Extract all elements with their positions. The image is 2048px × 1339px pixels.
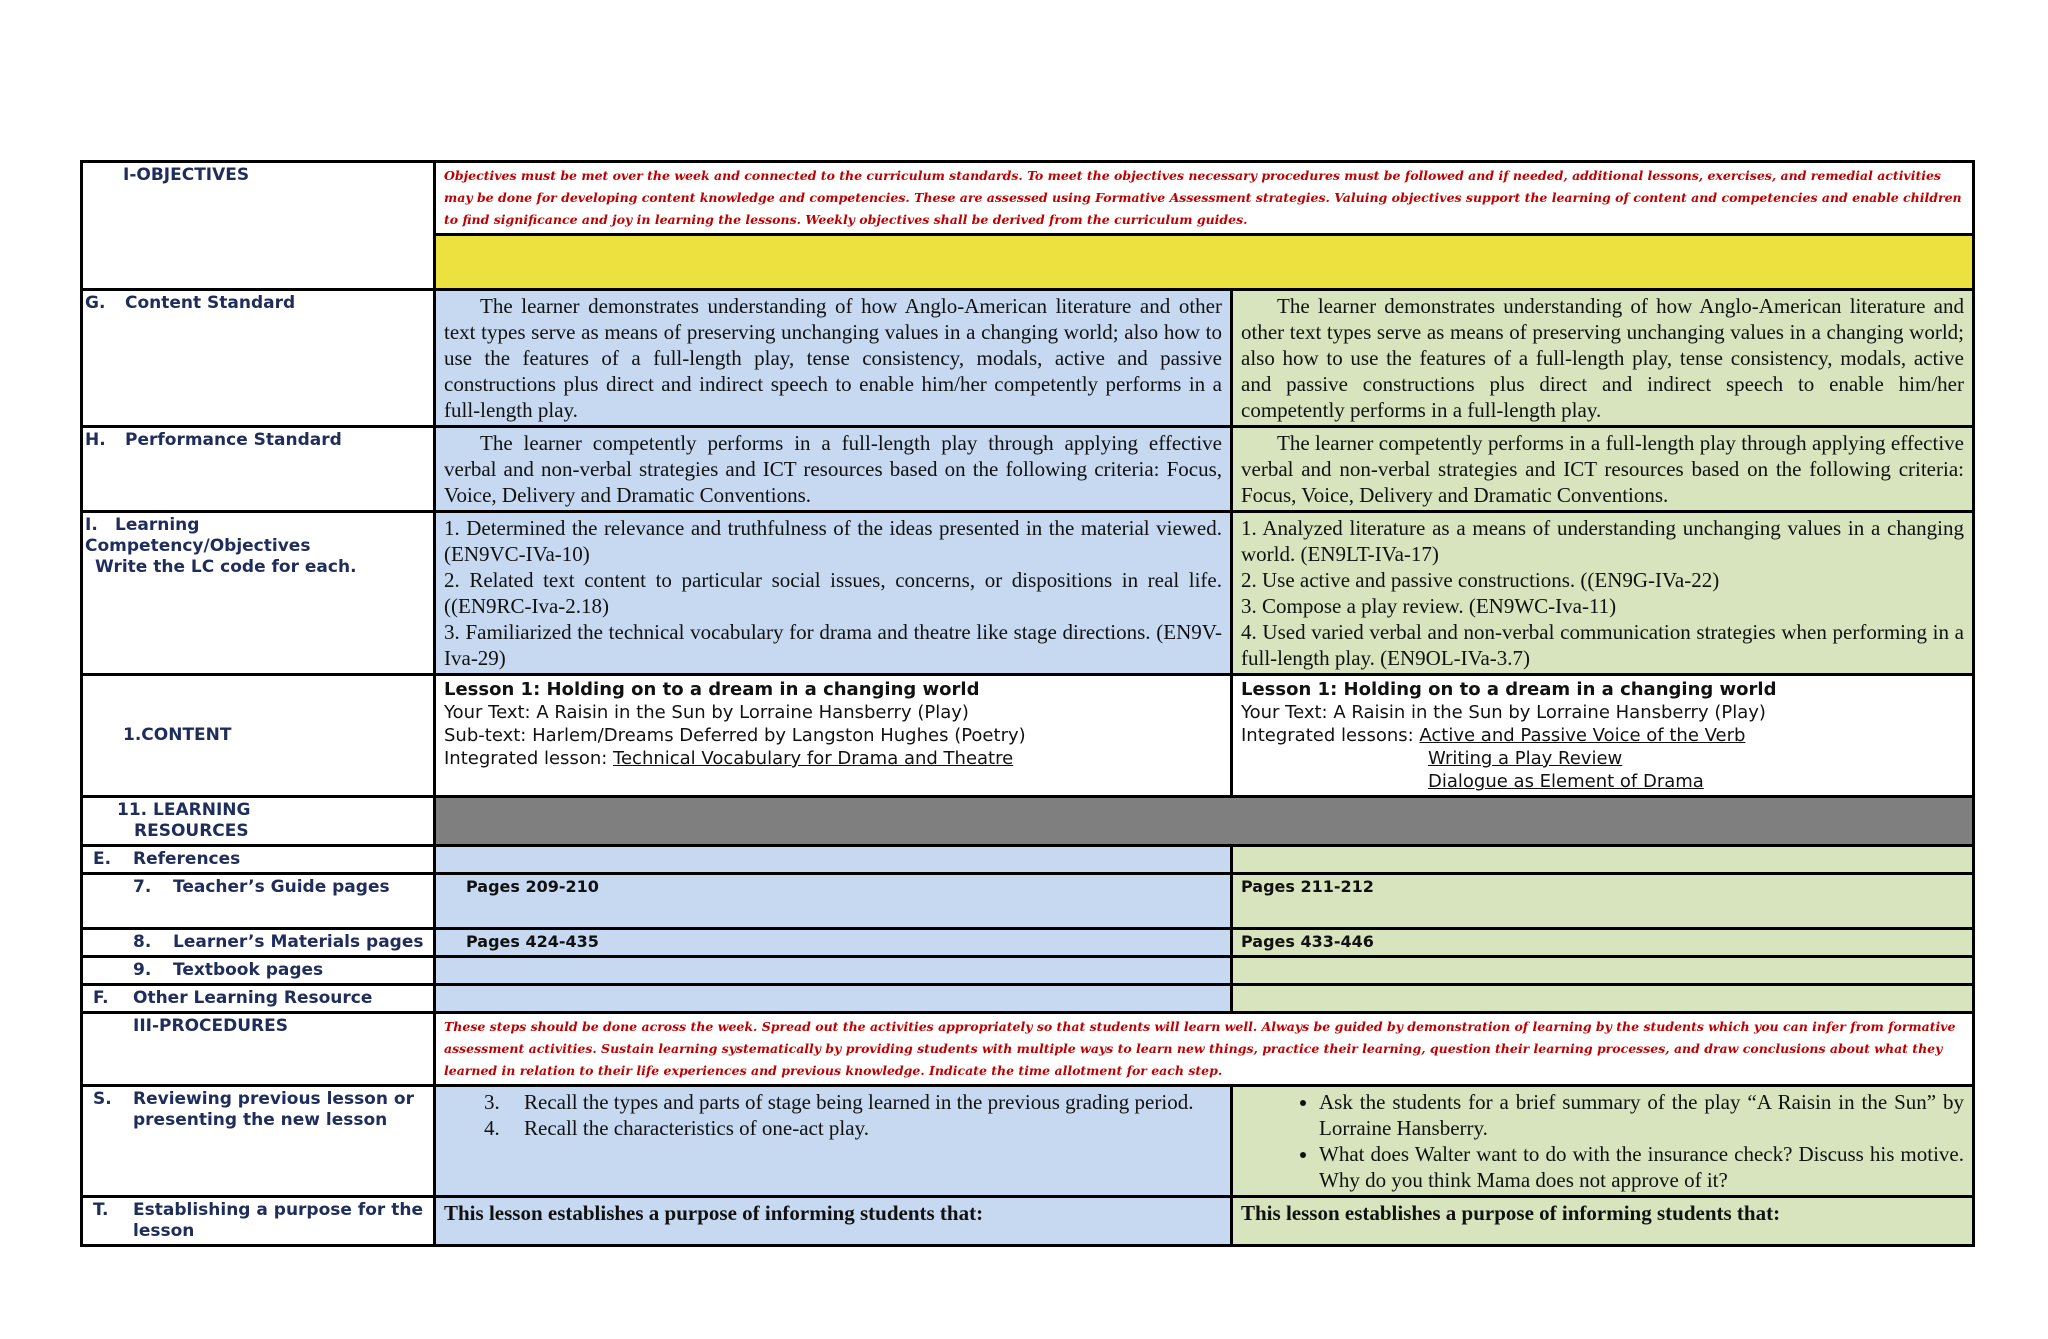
content-left <box>435 675 1232 797</box>
performance-standard-left-text: The learner competently performs in a full-length play through applying effective verbal and non-verbal strategies and ICT resources based on the following criteria: Focus, Voice, Delivery and Dramatic Conventions. <box>444 431 1222 507</box>
other-resource-right <box>1232 985 1974 1013</box>
content-standard-right-text: The learner demonstrates understanding of how Anglo-American literature and other text types serve as means of preserving unchanging values in a changing world; also how to use the features of a full-length play, tense consistency, modals, active and passive constructions plus direct and indirect speech to enable him/her competently performs in a full-length play. <box>1241 294 1964 422</box>
teachers-guide-label <box>82 874 435 929</box>
reviewing-left-num: 4. <box>484 1116 500 1140</box>
learners-materials-row <box>82 929 1974 957</box>
teachers-guide-right <box>1232 874 1974 929</box>
references-row <box>82 846 1974 874</box>
lesson-plan-table <box>80 160 1975 1247</box>
objectives-note-cell <box>435 162 1974 235</box>
objectives-label <box>82 162 435 290</box>
resources-label-line2: RESOURCES <box>134 821 249 841</box>
content-right-lesson: Lesson 1: Holding on to a dream in a changing world <box>1241 679 1777 700</box>
other-resource-text: Other Learning Resource <box>133 988 373 1008</box>
references-letter: E. <box>93 849 112 869</box>
learners-materials-num: 8. <box>133 932 152 952</box>
content-left-subtext: Sub-text: Harlem/Dreams Deferred by Langston Hughes (Poetry) <box>444 725 1026 746</box>
teachers-guide-left-pages: Pages 209-210 <box>466 877 599 896</box>
references-label <box>82 846 435 874</box>
competency-right-item: 4. Used varied verbal and non-verbal communication strategies when performing in a full-length play. (EN9OL-IVa-3.7) <box>1241 620 1964 670</box>
competency-sublabel: Write the LC code for each. <box>95 557 357 577</box>
content-standard-letter: G. <box>85 293 106 313</box>
textbook-num: 9. <box>133 960 152 980</box>
teachers-guide-row <box>82 874 1974 929</box>
competency-left-item: 2. Related text content to particular social issues, concerns, or dispositions in real life. ((EN9RC-Iva-2.18) <box>444 568 1222 618</box>
content-left-text: Your Text: A Raisin in the Sun by Lorraine Hansberry (Play) <box>444 702 969 723</box>
reviewing-right-list <box>1241 1089 1964 1193</box>
competency-left <box>435 512 1232 675</box>
performance-standard-text: Performance Standard <box>125 430 342 450</box>
references-right <box>1232 846 1974 874</box>
reviewing-left <box>435 1086 1232 1197</box>
competency-row <box>82 512 1974 675</box>
reviewing-right-item: • Ask the students for a brief summary of the play “A Raisin in the Sun” by Lorraine Hansberry. <box>1319 1089 1964 1141</box>
content-heading: 1.CONTENT <box>123 725 232 745</box>
competency-left-item: 3. Familiarized the technical vocabulary for drama and theatre like stage directions. (EN9V-Iva-29) <box>444 620 1222 670</box>
textbook-label <box>82 957 435 985</box>
purpose-label <box>82 1197 435 1246</box>
content-right <box>1232 675 1974 797</box>
reviewing-right <box>1232 1086 1974 1197</box>
teachers-guide-left <box>435 874 1232 929</box>
competency-right-item: 2. Use active and passive constructions. ((EN9G-IVa-22) <box>1241 568 1720 592</box>
content-label <box>82 675 435 797</box>
content-right-integrated-item: Dialogue as Element of Drama <box>1428 771 1704 792</box>
content-standard-label <box>82 290 435 427</box>
reviewing-label <box>82 1086 435 1197</box>
content-standard-right <box>1232 290 1974 427</box>
content-right-integrated-item: Active and Passive Voice of the Verb <box>1419 725 1746 746</box>
references-left <box>435 846 1232 874</box>
content-row <box>82 675 1974 797</box>
teachers-guide-text: Teacher’s Guide pages <box>173 877 390 897</box>
purpose-row <box>82 1197 1974 1246</box>
content-left-integrated-prefix: Integrated lesson: <box>444 748 614 769</box>
objectives-yellow-bar <box>435 235 1974 290</box>
competency-right-item: 3. Compose a play review. (EN9WC-Iva-11) <box>1241 594 1617 618</box>
content-right-text: Your Text: A Raisin in the Sun by Lorraine Hansberry (Play) <box>1241 702 1766 723</box>
textbook-row <box>82 957 1974 985</box>
procedures-note: These steps should be done across the week. Spread out the activities appropriately so that students will learn well. Always be guided by demonstration of learning by the students which you can infer from formative assessment activities. Sustain learning systematically by providing students with multiple ways to learn new things, practice their learning, question their learning processes, and draw conclusions about what they learned in relation to their life experiences and previous knowledge. Indicate the time allotment for each step. <box>444 1019 1956 1078</box>
textbook-text: Textbook pages <box>173 960 324 980</box>
teachers-guide-right-pages: Pages 211-212 <box>1241 877 1374 896</box>
teachers-guide-num: 7. <box>133 877 152 897</box>
textbook-right <box>1232 957 1974 985</box>
other-resource-label <box>82 985 435 1013</box>
content-standard-left <box>435 290 1232 427</box>
reviewing-label-line1: Reviewing previous lesson or <box>133 1089 414 1109</box>
performance-standard-right-text: The learner competently performs in a full-length play through applying effective verbal and non-verbal strategies and ICT resources based on the following criteria: Focus, Voice, Delivery and Dramatic Conventions. <box>1241 431 1964 507</box>
competency-label <box>82 512 435 675</box>
performance-standard-row <box>82 427 1974 512</box>
content-right-integrated-prefix: Integrated lessons: <box>1241 725 1420 746</box>
resources-label <box>82 797 435 846</box>
competency-text: Learning Competency/Objectives <box>85 515 311 556</box>
learners-materials-label <box>82 929 435 957</box>
reviewing-left-item <box>444 1115 1222 1141</box>
resources-label-line1: 11. LEARNING <box>117 800 251 820</box>
reviewing-left-num: 3. <box>484 1090 500 1114</box>
performance-standard-label <box>82 427 435 512</box>
references-text: References <box>133 849 241 869</box>
reviewing-label-line2: presenting the new lesson <box>133 1110 388 1130</box>
competency-right <box>1232 512 1974 675</box>
purpose-left <box>435 1197 1232 1246</box>
content-standard-left-text: The learner demonstrates understanding of how Anglo-American literature and other text types serve as means of preserving unchanging values in a changing world; also how to use the features of a full-length play, tense consistency, modals, active and passive constructions plus direct and indirect speech to enable him/her competently performs in a full-length play. <box>444 294 1222 422</box>
content-standard-text: Content Standard <box>125 293 296 313</box>
competency-left-item: 1. Determined the relevance and truthfulness of the ideas presented in the material viewed. (EN9VC-IVa-10) <box>444 516 1222 566</box>
purpose-right <box>1232 1197 1974 1246</box>
purpose-right-text: This lesson establishes a purpose of informing students that: <box>1241 1201 1781 1225</box>
learners-materials-text: Learner’s Materials pages <box>173 932 424 952</box>
content-left-lesson: Lesson 1: Holding on to a dream in a changing world <box>444 679 980 700</box>
procedures-row <box>82 1013 1974 1086</box>
reviewing-left-text: Recall the characteristics of one-act play. <box>524 1116 869 1140</box>
content-left-integrated: Technical Vocabulary for Drama and Theatre <box>613 748 1014 769</box>
reviewing-left-item <box>444 1089 1222 1115</box>
competency-right-item: 1. Analyzed literature as a means of understanding unchanging values in a changing world. (EN9LT-IVa-17) <box>1241 516 1964 566</box>
procedures-label <box>82 1013 435 1086</box>
performance-standard-letter: H. <box>85 430 106 450</box>
purpose-label-line2: lesson <box>133 1221 195 1241</box>
reviewing-left-text: Recall the types and parts of stage being learned in the previous grading period. <box>524 1090 1194 1114</box>
content-standard-row <box>82 290 1974 427</box>
learners-materials-right-pages: Pages 433-446 <box>1241 932 1374 951</box>
objectives-note: Objectives must be met over the week and connected to the curriculum standards. To meet the objectives necessary procedures must be followed and if needed, additional lessons, exercises, and remedial activities may be done for developing content knowledge and competencies. These are assessed using Formative Assessment strategies. Valuing objectives support the learning of content and competencies and enable children to find significance and joy in learning the lessons. Weekly objectives shall be derived from the curriculum guides. <box>444 168 1962 227</box>
other-resource-left <box>435 985 1232 1013</box>
competency-letter: I. <box>85 515 98 535</box>
other-resource-letter: F. <box>93 988 109 1008</box>
reviewing-letter: S. <box>93 1089 112 1109</box>
textbook-left <box>435 957 1232 985</box>
learners-materials-left <box>435 929 1232 957</box>
procedures-note-cell <box>435 1013 1974 1086</box>
resources-gray-bar <box>435 797 1974 846</box>
other-resource-row <box>82 985 1974 1013</box>
performance-standard-left <box>435 427 1232 512</box>
objectives-row <box>82 162 1974 235</box>
content-right-integrated-item: Writing a Play Review <box>1428 748 1623 769</box>
purpose-letter: T. <box>93 1200 109 1220</box>
resources-row <box>82 797 1974 846</box>
purpose-label-line1: Establishing a purpose for the <box>133 1200 423 1220</box>
learners-materials-right <box>1232 929 1974 957</box>
procedures-heading: III-PROCEDURES <box>133 1016 288 1036</box>
purpose-left-text: This lesson establishes a purpose of informing students that: <box>444 1201 984 1225</box>
reviewing-right-item: • What does Walter want to do with the insurance check? Discuss his motive. Why do you think Mama does not approve of it? <box>1319 1141 1964 1193</box>
reviewing-row <box>82 1086 1974 1197</box>
objectives-heading: I-OBJECTIVES <box>123 165 250 185</box>
performance-standard-right <box>1232 427 1974 512</box>
learners-materials-left-pages: Pages 424-435 <box>466 932 599 951</box>
